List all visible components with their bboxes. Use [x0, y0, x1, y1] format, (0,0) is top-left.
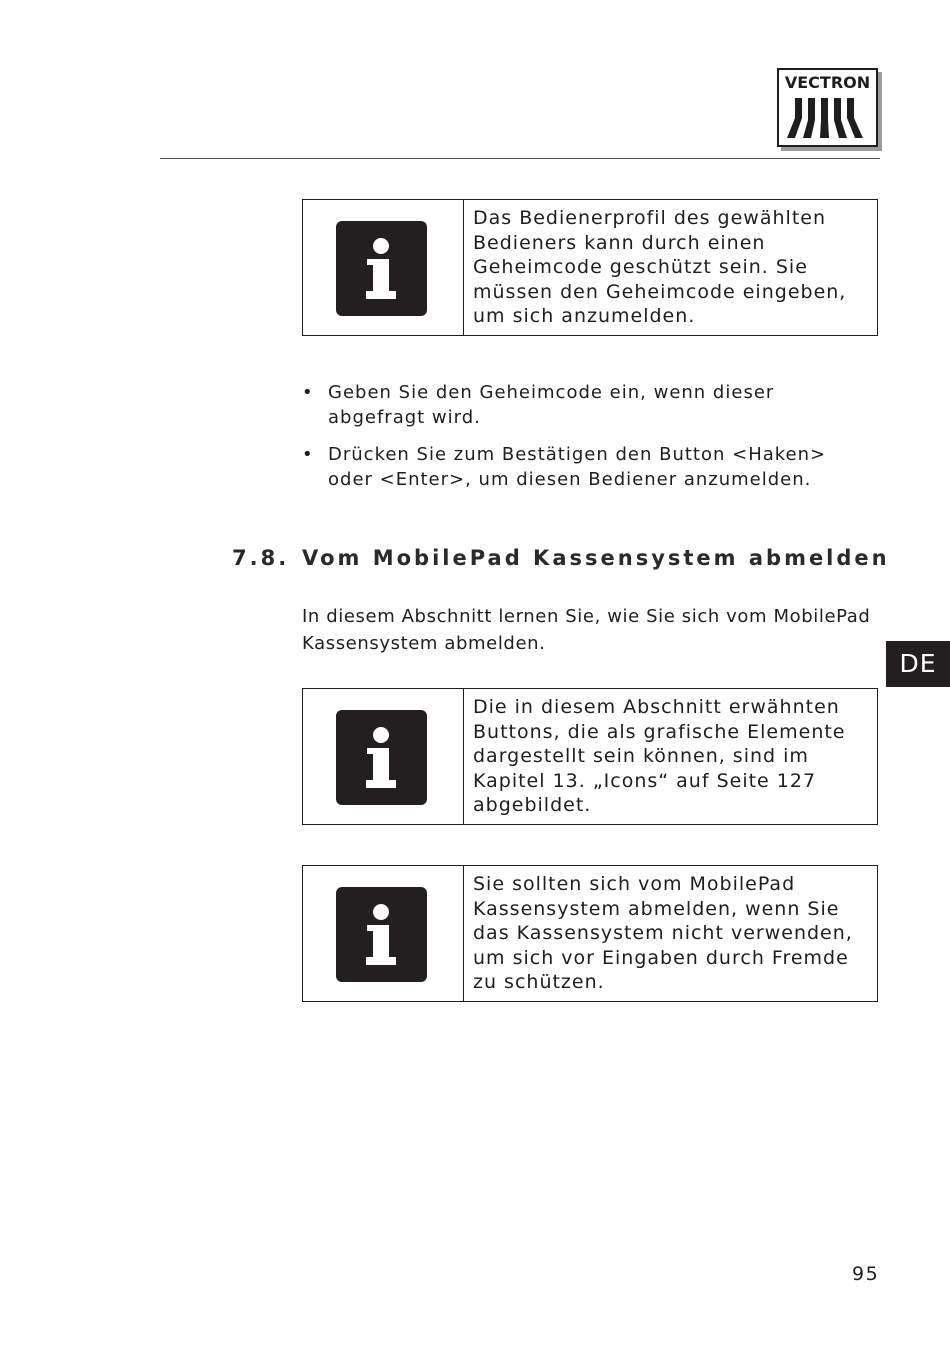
bullet-symbol: • [302, 382, 314, 403]
info-box-1 [302, 199, 878, 336]
logo-text: VECTRON [784, 73, 871, 92]
list-item-text: Drücken Sie zum Bestätigen den Button <Haken> oder <Enter>, um diesen Bediener anzumelden. [328, 444, 827, 490]
info-box-text: Die in diesem Abschnitt erwähnten Buttons, die als grafische Elemente dargestellt sein können, sind im Kapitel 13. „Icons“ auf Seite 127 abgebildet. [473, 696, 846, 816]
section-title: Vom MobilePad Kassensystem abmelden [302, 546, 890, 570]
logo-mark-icon [787, 96, 869, 140]
language-tab: DE [886, 641, 950, 687]
vectron-logo [777, 68, 878, 147]
info-icon [336, 887, 427, 982]
list-item [300, 381, 870, 430]
header-rule [160, 158, 880, 159]
section-intro: In diesem Abschnitt lernen Sie, wie Sie sich vom MobilePad Kassensystem abmelden. [302, 606, 871, 654]
info-box-text: Sie sollten sich vom MobilePad Kassensystem abmelden, wenn Sie das Kassensystem nicht verwenden, um sich vor Eingaben durch Fremde zu schützen. [473, 873, 853, 993]
info-box-2 [302, 688, 878, 825]
info-box-icon-cell [303, 866, 464, 1001]
section-number: 7.8. [232, 546, 290, 570]
info-box-icon-cell [303, 689, 464, 824]
bullet-symbol: • [302, 444, 314, 465]
info-box-icon-cell [303, 200, 464, 335]
bullet-list [300, 381, 870, 505]
info-icon [336, 710, 427, 805]
page-number: 95 [852, 1263, 880, 1285]
info-icon [336, 221, 427, 316]
info-box-3 [302, 865, 878, 1002]
list-item-text: Geben Sie den Geheimcode ein, wenn dieser abgefragt wird. [328, 382, 775, 428]
info-box-text: Das Bedienerprofil des gewählten Bedieners kann durch einen Geheimcode geschützt sein. Sie müssen den Geheimcode eingeben, um sich anzumelden. [473, 207, 847, 327]
list-item [300, 443, 870, 492]
